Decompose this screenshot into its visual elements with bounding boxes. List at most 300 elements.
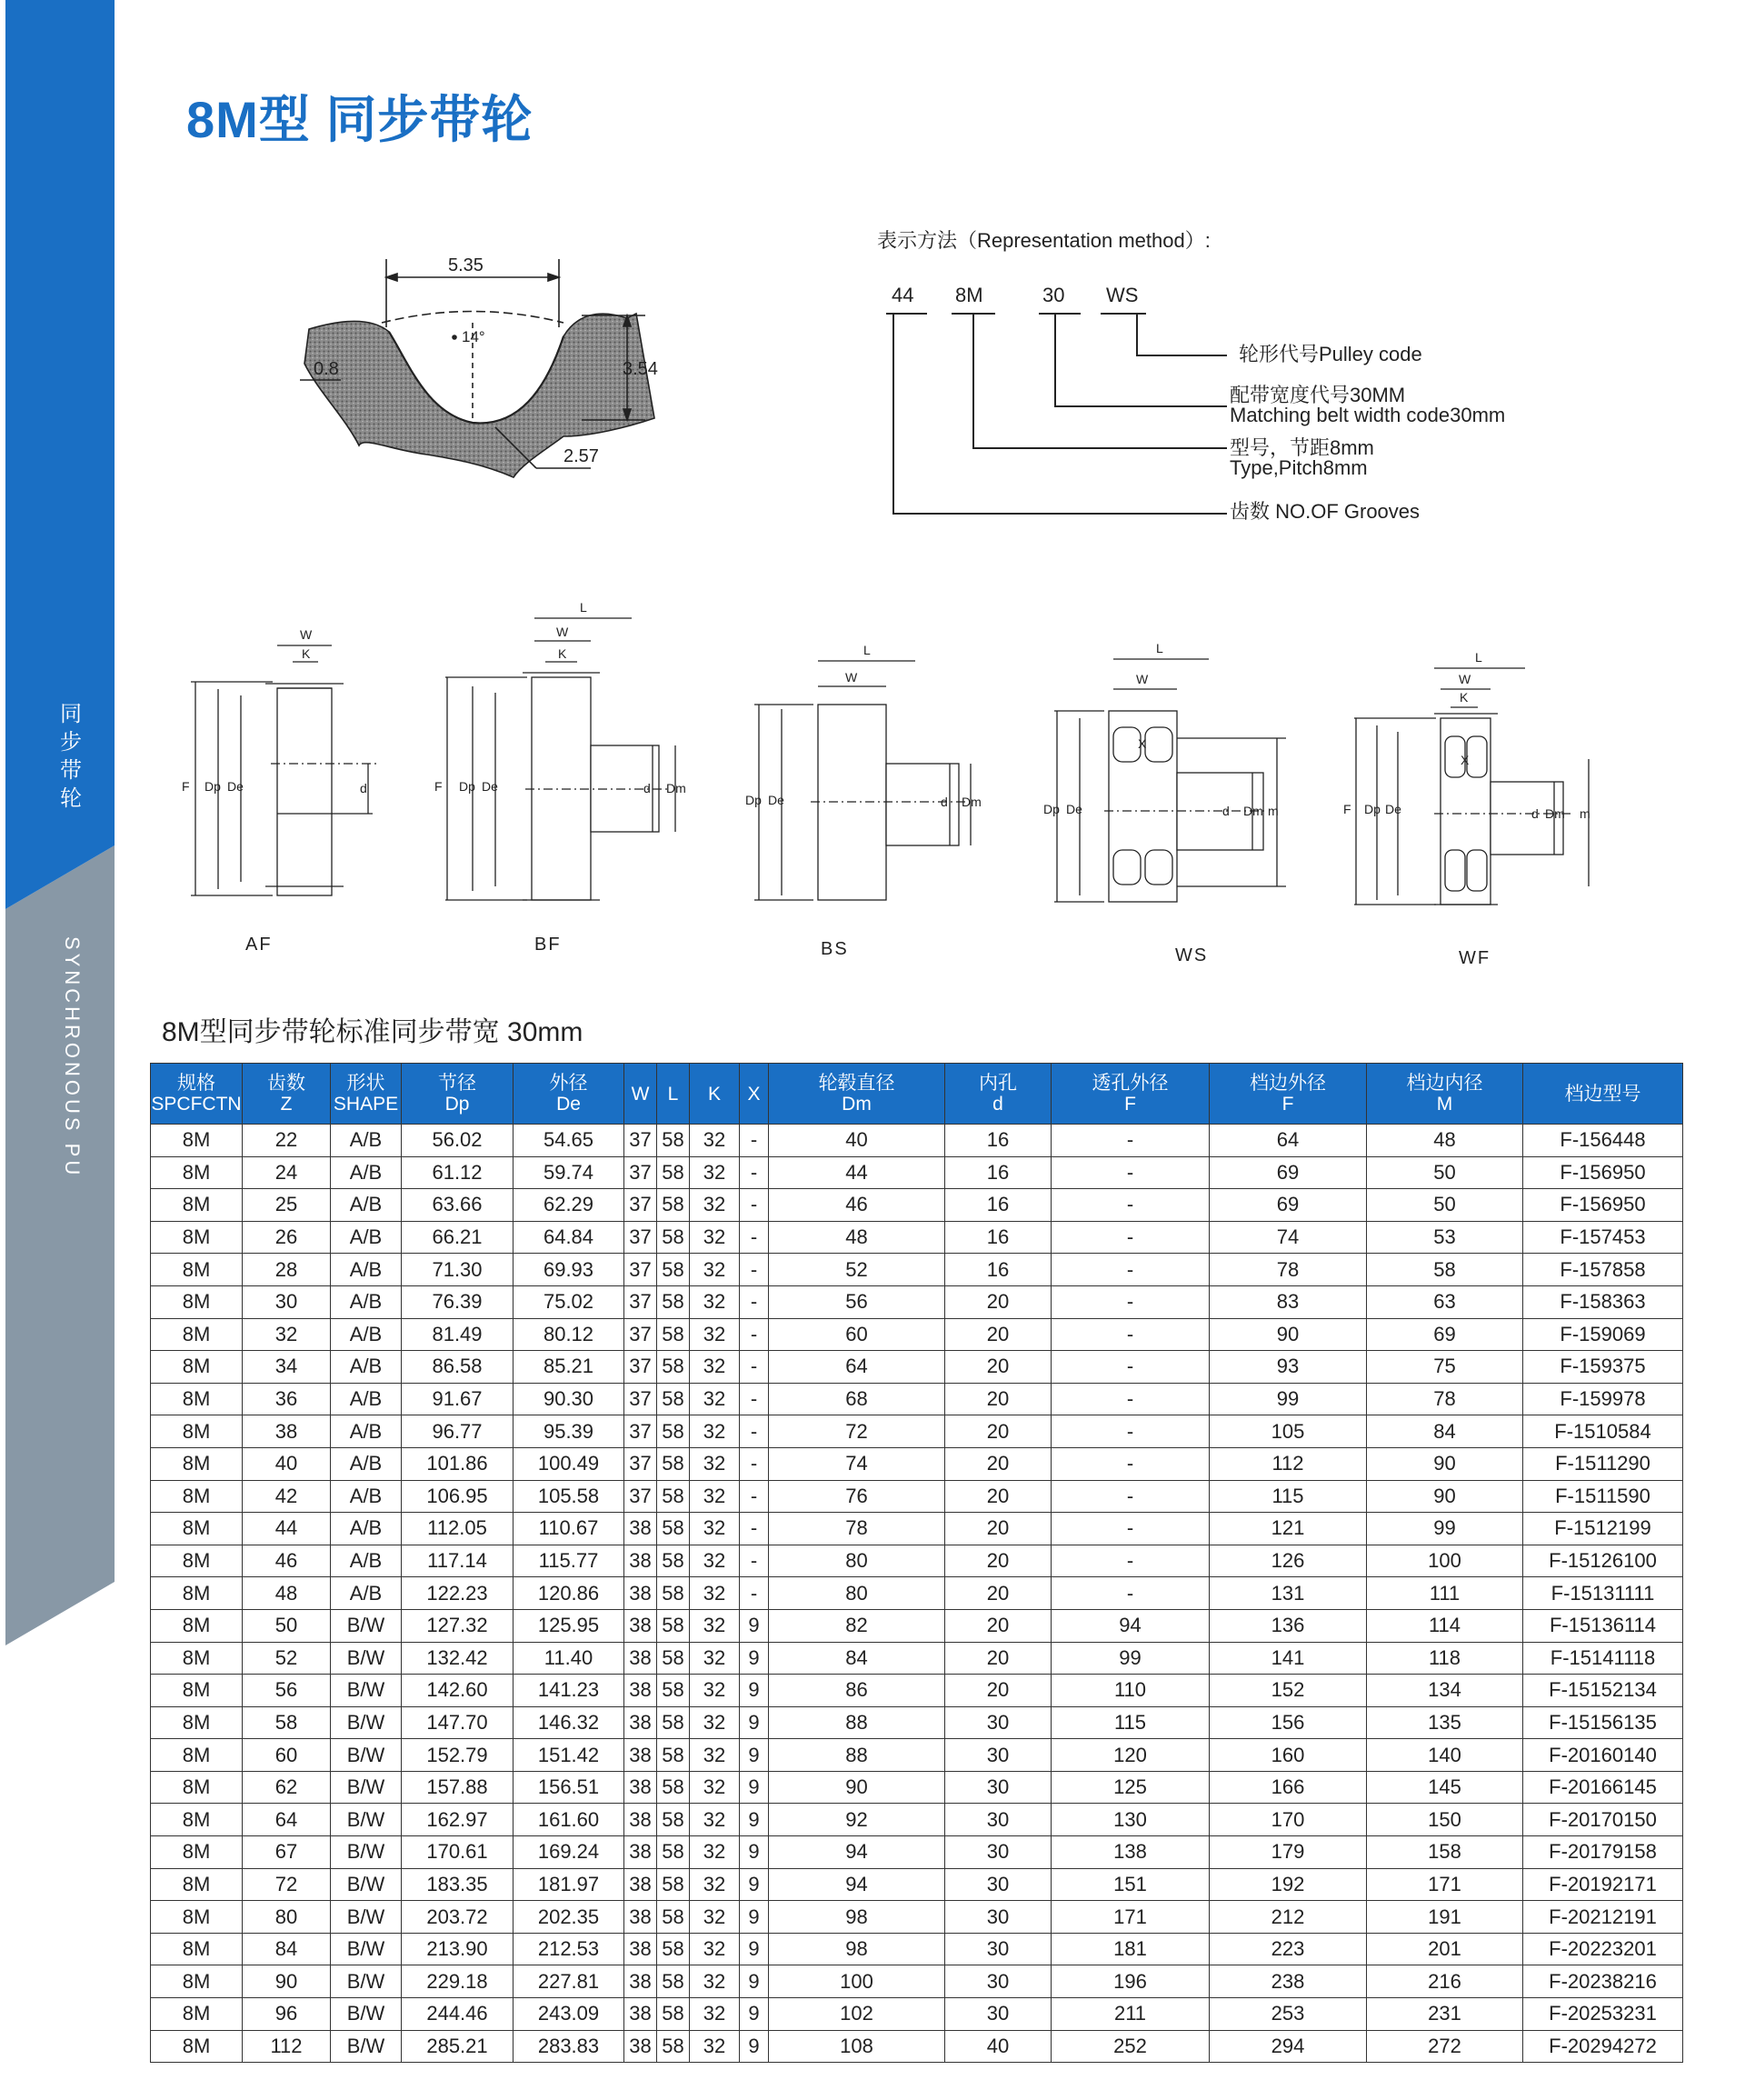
- table-cell: 40: [769, 1125, 945, 1157]
- bf-f-label: F: [434, 779, 443, 794]
- bf-dp-label: Dp: [459, 779, 475, 794]
- table-cell: 38: [624, 1998, 657, 2031]
- table-cell: 20: [945, 1318, 1052, 1351]
- table-cell: F-156950: [1523, 1189, 1683, 1222]
- table-cell: 69: [1210, 1189, 1367, 1222]
- table-cell: 125.95: [514, 1609, 624, 1642]
- table-cell: 183.35: [402, 1868, 514, 1901]
- table-cell: 101.86: [402, 1447, 514, 1480]
- table-cell: 32: [690, 1447, 740, 1480]
- table-cell: 20: [945, 1383, 1052, 1415]
- table-cell: A/B: [331, 1447, 402, 1480]
- shape-wf-diagram: [1354, 668, 1589, 905]
- table-cell: 58: [657, 1609, 690, 1642]
- table-cell: 227.81: [514, 1965, 624, 1998]
- ws-de-label: De: [1066, 802, 1082, 816]
- bs-dm-label: Dm: [962, 795, 982, 809]
- table-cell: 38: [624, 1771, 657, 1804]
- bs-w-label: W: [845, 670, 858, 685]
- table-cell: 135: [1367, 1706, 1523, 1739]
- table-cell: 212.53: [514, 1933, 624, 1965]
- table-cell: 60: [769, 1318, 945, 1351]
- table-cell: 58: [657, 1351, 690, 1384]
- table-cell: 20: [945, 1480, 1052, 1513]
- table-cell: 94: [769, 1868, 945, 1901]
- table-cell: 8M: [151, 2030, 243, 2063]
- table-cell: 69: [1210, 1156, 1367, 1189]
- table-cell: -: [1052, 1415, 1210, 1448]
- table-cell: 8M: [151, 1351, 243, 1384]
- table-cell: B/W: [331, 1771, 402, 1804]
- table-cell: 118: [1367, 1642, 1523, 1675]
- code-pulley: WS: [1106, 284, 1139, 306]
- table-cell: 58: [657, 1739, 690, 1772]
- table-cell: 8M: [151, 1285, 243, 1318]
- table-cell: 151: [1052, 1868, 1210, 1901]
- sidebar-section-cn: 同步带轮: [60, 702, 82, 811]
- spec-table: [150, 1063, 1683, 2063]
- table-cell: 125: [1052, 1771, 1210, 1804]
- table-cell: -: [1052, 1480, 1210, 1513]
- table-cell: 156.51: [514, 1771, 624, 1804]
- table-cell: 8M: [151, 1480, 243, 1513]
- table-cell: 88: [769, 1739, 945, 1772]
- code-grooves: 44: [892, 284, 914, 306]
- table-cell: 170.61: [402, 1836, 514, 1869]
- table-cell: 9: [740, 1901, 769, 1934]
- table-cell: 213.90: [402, 1933, 514, 1965]
- table-cell: -: [1052, 1513, 1210, 1545]
- type-cn-text: 型号，节距8mm: [1230, 436, 1374, 459]
- ws-w-label: W: [1136, 672, 1149, 686]
- table-row: [151, 1285, 1683, 1318]
- table-cell: B/W: [331, 1933, 402, 1965]
- table-row: [151, 1739, 1683, 1772]
- table-header-cell: [740, 1064, 769, 1125]
- af-w-label: W: [300, 627, 313, 642]
- af-dp-label: Dp: [204, 779, 221, 794]
- table-cell: 52: [769, 1254, 945, 1286]
- header-primary-label: 外径: [549, 1073, 588, 1094]
- table-cell: 60: [243, 1739, 331, 1772]
- table-cell: 8M: [151, 1675, 243, 1707]
- table-row: [151, 1351, 1683, 1384]
- ws-dm-label: Dm: [1243, 804, 1263, 818]
- table-cell: 166: [1210, 1771, 1367, 1804]
- table-cell: 30: [945, 1868, 1052, 1901]
- table-cell: 58: [657, 1545, 690, 1577]
- table-cell: 32: [690, 1609, 740, 1642]
- table-cell: 9: [740, 1706, 769, 1739]
- table-cell: -: [740, 1545, 769, 1577]
- table-cell: 8M: [151, 1125, 243, 1157]
- bs-dp-label: Dp: [745, 793, 762, 807]
- table-cell: 110.67: [514, 1513, 624, 1545]
- table-cell: 37: [624, 1125, 657, 1157]
- table-cell: 169.24: [514, 1836, 624, 1869]
- table-cell: 160: [1210, 1739, 1367, 1772]
- table-cell: 53: [1367, 1221, 1523, 1254]
- ws-x-label: X: [1138, 736, 1147, 751]
- table-cell: 58: [657, 1933, 690, 1965]
- header-primary-label: W: [631, 1083, 650, 1105]
- table-body: [151, 1125, 1683, 2063]
- table-cell: 201: [1367, 1933, 1523, 1965]
- table-cell: 50: [1367, 1156, 1523, 1189]
- table-cell: 8M: [151, 1189, 243, 1222]
- table-cell: 32: [690, 1965, 740, 1998]
- table-cell: 58: [657, 1221, 690, 1254]
- table-cell: 74: [1210, 1221, 1367, 1254]
- table-cell: A/B: [331, 1189, 402, 1222]
- table-cell: 38: [624, 1804, 657, 1836]
- table-cell: 8M: [151, 1965, 243, 1998]
- table-cell: 100: [1367, 1545, 1523, 1577]
- table-cell: 9: [740, 1675, 769, 1707]
- table-cell: 96.77: [402, 1415, 514, 1448]
- af-f-label: F: [182, 779, 190, 794]
- table-cell: 90: [769, 1771, 945, 1804]
- dim-angle-label: 14°: [462, 328, 485, 345]
- table-cell: 58: [657, 1998, 690, 2031]
- table-cell: 114: [1367, 1609, 1523, 1642]
- table-cell: F-20212191: [1523, 1901, 1683, 1934]
- table-cell: 238: [1210, 1965, 1367, 1998]
- table-cell: 16: [945, 1156, 1052, 1189]
- representation-heading: 表示方法（Representation method）:: [877, 229, 1211, 252]
- table-cell: 96: [243, 1998, 331, 2031]
- table-cell: 8M: [151, 1901, 243, 1934]
- table-cell: 62: [243, 1771, 331, 1804]
- table-cell: -: [740, 1156, 769, 1189]
- table-cell: 58: [657, 1254, 690, 1286]
- header-primary-label: 规格: [177, 1073, 215, 1094]
- table-cell: 192: [1210, 1868, 1367, 1901]
- table-cell: 56: [243, 1675, 331, 1707]
- table-cell: 32: [690, 1998, 740, 2031]
- table-cell: A/B: [331, 1156, 402, 1189]
- table-cell: 38: [624, 1513, 657, 1545]
- table-cell: B/W: [331, 1804, 402, 1836]
- table-cell: 223: [1210, 1933, 1367, 1965]
- table-cell: 69: [1367, 1318, 1523, 1351]
- table-cell: 80: [769, 1545, 945, 1577]
- table-cell: 44: [243, 1513, 331, 1545]
- table-cell: 37: [624, 1383, 657, 1415]
- table-cell: A/B: [331, 1415, 402, 1448]
- table-cell: 32: [690, 1383, 740, 1415]
- table-cell: 112: [243, 2030, 331, 2063]
- table-cell: 8M: [151, 1998, 243, 2031]
- table-cell: 88: [769, 1706, 945, 1739]
- table-cell: A/B: [331, 1125, 402, 1157]
- table-cell: 8M: [151, 1221, 243, 1254]
- table-cell: 72: [769, 1415, 945, 1448]
- table-cell: 150: [1367, 1804, 1523, 1836]
- table-cell: 36: [243, 1383, 331, 1415]
- table-cell: 294: [1210, 2030, 1367, 2063]
- table-cell: 38: [624, 1609, 657, 1642]
- table-cell: F-159978: [1523, 1383, 1683, 1415]
- table-cell: 122.23: [402, 1577, 514, 1610]
- table-cell: F-15141118: [1523, 1642, 1683, 1675]
- wf-k-label: K: [1460, 690, 1469, 705]
- table-cell: 38: [624, 1675, 657, 1707]
- table-cell: 37: [624, 1254, 657, 1286]
- table-cell: 83: [1210, 1285, 1367, 1318]
- table-row: [151, 1609, 1683, 1642]
- wf-w-label: W: [1459, 672, 1471, 686]
- wf-dp-label: Dp: [1364, 802, 1381, 816]
- shape-label-ws: WS: [1175, 945, 1209, 965]
- table-cell: 85.21: [514, 1351, 624, 1384]
- table-cell: 16: [945, 1221, 1052, 1254]
- bs-d-label: d: [941, 795, 948, 809]
- grooves-text: 齿数 NO.OF Grooves: [1230, 500, 1421, 523]
- table-cell: 94: [1052, 1609, 1210, 1642]
- table-cell: 9: [740, 1804, 769, 1836]
- table-cell: 9: [740, 1739, 769, 1772]
- table-row: [151, 1965, 1683, 1998]
- table-cell: 253: [1210, 1998, 1367, 2031]
- table-header-cell: [243, 1064, 331, 1125]
- table-cell: 58: [657, 1577, 690, 1610]
- table-cell: 68: [769, 1383, 945, 1415]
- table-cell: 179: [1210, 1836, 1367, 1869]
- table-cell: 94: [769, 1836, 945, 1869]
- header-primary-label: 内孔: [979, 1073, 1017, 1094]
- table-cell: 32: [690, 1351, 740, 1384]
- table-cell: 44: [769, 1156, 945, 1189]
- table-cell: 38: [624, 1933, 657, 1965]
- table-cell: 71.30: [402, 1254, 514, 1286]
- table-cell: 42: [243, 1480, 331, 1513]
- table-cell: B/W: [331, 1739, 402, 1772]
- table-cell: 30: [945, 1739, 1052, 1772]
- shape-bs-diagram: [754, 661, 971, 900]
- table-cell: 9: [740, 1609, 769, 1642]
- table-cell: 48: [1367, 1125, 1523, 1157]
- table-cell: 58: [243, 1706, 331, 1739]
- table-cell: 32: [690, 1868, 740, 1901]
- table-cell: A/B: [331, 1513, 402, 1545]
- table-cell: 32: [690, 1415, 740, 1448]
- table-cell: 92: [769, 1804, 945, 1836]
- table-cell: 58: [657, 1447, 690, 1480]
- table-cell: 8M: [151, 1318, 243, 1351]
- table-cell: 84: [1367, 1415, 1523, 1448]
- table-row: [151, 1933, 1683, 1965]
- table-cell: F-1510584: [1523, 1415, 1683, 1448]
- table-cell: 58: [657, 1513, 690, 1545]
- code-width: 30: [1042, 284, 1065, 306]
- table-cell: 8M: [151, 1415, 243, 1448]
- table-cell: -: [1052, 1447, 1210, 1480]
- table-cell: 74: [769, 1447, 945, 1480]
- table-cell: 30: [945, 1836, 1052, 1869]
- table-cell: -: [1052, 1156, 1210, 1189]
- table-cell: 156: [1210, 1706, 1367, 1739]
- table-cell: 32: [690, 1189, 740, 1222]
- table-row: [151, 1156, 1683, 1189]
- table-cell: 69.93: [514, 1254, 624, 1286]
- header-primary-label: 档边型号: [1564, 1083, 1641, 1105]
- page-title: 8M型 同步带轮: [186, 91, 533, 148]
- table-cell: 25: [243, 1189, 331, 1222]
- table-cell: 120.86: [514, 1577, 624, 1610]
- header-secondary-label: F: [1281, 1094, 1294, 1115]
- table-cell: 38: [624, 1642, 657, 1675]
- table-cell: F-15156135: [1523, 1706, 1683, 1739]
- table-cell: 32: [690, 2030, 740, 2063]
- table-cell: 38: [243, 1415, 331, 1448]
- table-cell: -: [1052, 1577, 1210, 1610]
- table-cell: -: [740, 1351, 769, 1384]
- table-cell: 38: [624, 1577, 657, 1610]
- wf-de-label: De: [1385, 802, 1401, 816]
- table-cell: 8M: [151, 1447, 243, 1480]
- table-cell: 32: [690, 1285, 740, 1318]
- table-cell: 98: [769, 1901, 945, 1934]
- code-type: 8M: [955, 284, 983, 306]
- table-cell: 32: [690, 1933, 740, 1965]
- table-header-cell: [945, 1064, 1052, 1125]
- table-cell: B/W: [331, 2030, 402, 2063]
- table-cell: A/B: [331, 1545, 402, 1577]
- table-header-cell: [624, 1064, 657, 1125]
- header-primary-label: 透孔外径: [1092, 1073, 1169, 1094]
- pulley-code-text: 轮形代号Pulley code: [1239, 343, 1422, 365]
- dim-height-label: 3.54: [623, 359, 658, 379]
- bf-k-label: K: [558, 646, 567, 661]
- header-secondary-label: M: [1436, 1094, 1453, 1115]
- wf-d-label: d: [1531, 806, 1539, 821]
- table-cell: F-156448: [1523, 1125, 1683, 1157]
- table-cell: 37: [624, 1156, 657, 1189]
- header-secondary-label: F: [1124, 1094, 1136, 1115]
- table-header-cell: [514, 1064, 624, 1125]
- table-cell: 120: [1052, 1739, 1210, 1772]
- table-cell: 132.42: [402, 1642, 514, 1675]
- table-cell: 115.77: [514, 1545, 624, 1577]
- table-row: [151, 1771, 1683, 1804]
- table-cell: 16: [945, 1254, 1052, 1286]
- table-cell: 58: [657, 1706, 690, 1739]
- table-cell: 108: [769, 2030, 945, 2063]
- table-header-cell: [151, 1064, 243, 1125]
- table-cell: 20: [945, 1609, 1052, 1642]
- table-cell: 8M: [151, 1706, 243, 1739]
- table-row: [151, 1998, 1683, 2031]
- table-cell: 37: [624, 1318, 657, 1351]
- table-cell: 90: [1367, 1447, 1523, 1480]
- table-cell: F-15131111: [1523, 1577, 1683, 1610]
- type-en-text: Type,Pitch8mm: [1230, 456, 1368, 479]
- table-cell: F-15136114: [1523, 1609, 1683, 1642]
- table-cell: 100.49: [514, 1447, 624, 1480]
- table-cell: 141: [1210, 1642, 1367, 1675]
- wf-x-label: X: [1461, 753, 1470, 767]
- table-cell: 20: [945, 1447, 1052, 1480]
- table-cell: F-1512199: [1523, 1513, 1683, 1545]
- table-cell: 58: [657, 1965, 690, 1998]
- table-cell: 112: [1210, 1447, 1367, 1480]
- table-cell: 134: [1367, 1675, 1523, 1707]
- table-cell: 52: [243, 1642, 331, 1675]
- table-cell: 78: [1210, 1254, 1367, 1286]
- table-cell: 66.21: [402, 1221, 514, 1254]
- table-cell: 40: [945, 2030, 1052, 2063]
- table-cell: 11.40: [514, 1642, 624, 1675]
- table-cell: 58: [657, 1675, 690, 1707]
- table-cell: 9: [740, 1933, 769, 1965]
- table-row: [151, 1125, 1683, 1157]
- table-cell: 56: [769, 1285, 945, 1318]
- table-cell: 9: [740, 1642, 769, 1675]
- table-cell: -: [740, 1285, 769, 1318]
- table-cell: 34: [243, 1351, 331, 1384]
- table-cell: 37: [624, 1351, 657, 1384]
- table-cell: 90.30: [514, 1383, 624, 1415]
- table-header-cell: [1523, 1064, 1683, 1125]
- table-cell: 30: [945, 1706, 1052, 1739]
- table-cell: 9: [740, 1771, 769, 1804]
- table-cell: 95.39: [514, 1415, 624, 1448]
- table-cell: 112.05: [402, 1513, 514, 1545]
- sidebar-section-en: SYNCHRONOUS PU: [61, 936, 84, 1179]
- table-cell: A/B: [331, 1577, 402, 1610]
- table-cell: -: [1052, 1383, 1210, 1415]
- table-cell: 20: [945, 1675, 1052, 1707]
- table-cell: 80.12: [514, 1318, 624, 1351]
- table-cell: 86: [769, 1675, 945, 1707]
- table-cell: 202.35: [514, 1901, 624, 1934]
- table-cell: -: [740, 1189, 769, 1222]
- table-row: [151, 1836, 1683, 1869]
- table-cell: 8M: [151, 1545, 243, 1577]
- table-cell: 181.97: [514, 1868, 624, 1901]
- table-cell: 86.58: [402, 1351, 514, 1384]
- ws-d-label: d: [1222, 804, 1230, 818]
- table-cell: 38: [624, 1868, 657, 1901]
- table-cell: 56.02: [402, 1125, 514, 1157]
- table-cell: 37: [624, 1415, 657, 1448]
- table-cell: 58: [657, 1901, 690, 1934]
- table-cell: 82: [769, 1609, 945, 1642]
- dim-width-label: 5.35: [448, 255, 484, 275]
- table-cell: 22: [243, 1125, 331, 1157]
- table-cell: 32: [690, 1675, 740, 1707]
- table-cell: 8M: [151, 1383, 243, 1415]
- table-cell: 50: [243, 1609, 331, 1642]
- shape-diagrams: [191, 618, 1589, 905]
- table-cell: 171: [1052, 1901, 1210, 1934]
- table-cell: 90: [243, 1965, 331, 1998]
- table-cell: 38: [624, 1965, 657, 1998]
- table-cell: 8M: [151, 1739, 243, 1772]
- table-cell: 30: [945, 1933, 1052, 1965]
- table-cell: 46: [243, 1545, 331, 1577]
- table-cell: 110: [1052, 1675, 1210, 1707]
- table-cell: B/W: [331, 1642, 402, 1675]
- header-primary-label: 轮毂直径: [818, 1073, 895, 1094]
- table-cell: 9: [740, 1998, 769, 2031]
- table-cell: 32: [690, 1318, 740, 1351]
- header-secondary-label: d: [992, 1094, 1003, 1115]
- table-row: [151, 1675, 1683, 1707]
- table-cell: 121: [1210, 1513, 1367, 1545]
- table-cell: 76.39: [402, 1285, 514, 1318]
